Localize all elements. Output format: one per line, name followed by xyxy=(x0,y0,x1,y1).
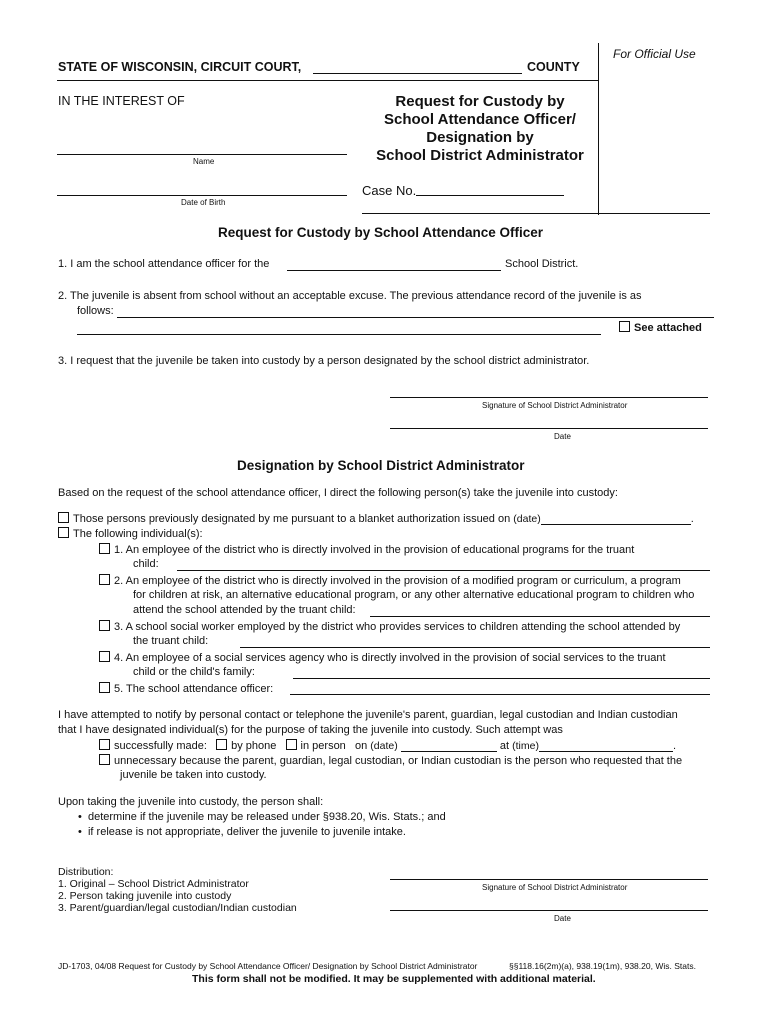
court-label: STATE OF WISCONSIN, CIRCUIT COURT, xyxy=(58,60,302,74)
previously-designated-checkbox[interactable] xyxy=(58,512,69,523)
sub-option-3-label: 3. A school social worker employed by the district who provides services to children attending the school attended by xyxy=(114,621,681,633)
item3-text: 3. I request that the juvenile be taken into custody by a person designated by the school district administrator. xyxy=(58,355,590,367)
item1-text: 1. I am the school attendance officer for the xyxy=(58,258,270,270)
see-attached-label: See attached xyxy=(634,322,702,334)
date-caption: Date xyxy=(554,432,571,441)
item2-text: 2. The juvenile is absent from school without an acceptable excuse. The previous attendance record of the juvenile is as xyxy=(58,290,642,302)
designation-intro: Based on the request of the school attendance officer, I direct the following person(s) take the juvenile into custody: xyxy=(58,487,618,499)
bullet-item xyxy=(78,826,406,838)
sub-option-5-checkbox[interactable] xyxy=(99,682,110,693)
distribution-label: Distribution: xyxy=(58,866,114,878)
juvenile-name-field[interactable] xyxy=(57,154,347,155)
county-name-field[interactable] xyxy=(313,73,522,74)
dob-field[interactable] xyxy=(57,195,347,196)
official-use-label: For Official Use xyxy=(613,47,696,61)
on-label: on xyxy=(354,740,368,752)
sub-option-1-cont: child: xyxy=(133,558,159,570)
interest-of-label: IN THE INTEREST OF xyxy=(58,94,185,108)
bullet-icon: • xyxy=(78,826,82,838)
school-district-field[interactable] xyxy=(287,270,501,271)
case-no-field[interactable] xyxy=(416,195,564,196)
sub-option-2[interactable] xyxy=(99,574,681,587)
sub-option-1-label: 1. An employee of the district who is directly involved in the provision of educational programs for the truant xyxy=(114,544,635,556)
final-signature-field[interactable] xyxy=(390,879,708,880)
form-title-line: Designation by xyxy=(426,129,534,146)
sub-option-3-cont: the truant child: xyxy=(133,635,209,647)
attendance-record-line[interactable] xyxy=(77,334,601,335)
sub-option-4-cont: child or the child's family: xyxy=(133,666,255,678)
date-hint: (date) xyxy=(513,513,541,525)
sub-option-4[interactable] xyxy=(99,651,666,664)
see-attached-checkbox[interactable] xyxy=(619,321,630,332)
option-previously-designated[interactable]: Those persons previously designated by me pursuant to a blanket authorization issued on (date) . xyxy=(58,512,694,525)
form-title-line: School District Administrator xyxy=(376,147,584,164)
footer-notice: This form shall not be modified. It may be supplemented with additional material. xyxy=(192,973,596,985)
unnecessary-cont: juvenile be taken into custody. xyxy=(120,769,267,781)
sub-option-3-checkbox[interactable] xyxy=(99,620,110,631)
bullet-icon: • xyxy=(78,811,82,823)
following-individuals-label: The following individual(s): xyxy=(73,528,203,540)
distribution-item: 3. Parent/guardian/legal custodian/Indian custodian xyxy=(58,902,297,914)
success-row: successfully made: by phone in person on (date) at (time) . xyxy=(99,739,676,752)
previously-designated-label: Those persons previously designated by me pursuant to a blanket authorization issued on xyxy=(73,513,511,525)
authorization-date-field[interactable] xyxy=(541,524,691,525)
statute-reference: §§118.16(2m)(a), 938.19(1m), 938.20, Wis. Stats. xyxy=(509,961,696,971)
header-divider xyxy=(57,80,598,81)
notify-date-field[interactable] xyxy=(401,751,497,752)
form-title xyxy=(362,93,598,165)
sub-option-4-label: 4. An employee of a social services agency who is directly involved in the provision of social services to the truant xyxy=(114,652,666,664)
bullet-text: determine if the juvenile may be released under §938.20, Wis. Stats.; and xyxy=(87,811,446,823)
item1-suffix: School District. xyxy=(505,258,579,270)
distribution-item: 2. Person taking juvenile into custody xyxy=(58,890,232,902)
dob-caption: Date of Birth xyxy=(181,198,226,207)
successfully-made-checkbox[interactable] xyxy=(99,739,110,750)
sub-option-5-field[interactable] xyxy=(290,694,710,695)
option-following-individuals[interactable] xyxy=(58,527,203,540)
caption-divider xyxy=(362,213,710,214)
unnecessary-row xyxy=(99,754,682,767)
final-date-field[interactable] xyxy=(390,910,708,911)
following-individuals-checkbox[interactable] xyxy=(58,527,69,538)
sub-option-3[interactable] xyxy=(99,620,680,633)
sub-option-5-label: 5. The school attendance officer: xyxy=(114,683,274,695)
see-attached-option[interactable] xyxy=(619,321,702,334)
sub-option-2-checkbox[interactable] xyxy=(99,574,110,585)
item2-follows: follows: xyxy=(77,305,114,317)
form-title-line: School Attendance Officer/ xyxy=(384,111,576,128)
sub-option-1-checkbox[interactable] xyxy=(99,543,110,554)
date-hint: (date) xyxy=(370,740,398,752)
form-title-line: Request for Custody by xyxy=(395,93,565,110)
upon-text: Upon taking the juvenile into custody, the person shall: xyxy=(58,796,324,808)
final-date-caption: Date xyxy=(554,914,571,923)
time-hint: (time) xyxy=(512,740,539,752)
notify-time-field[interactable] xyxy=(539,751,673,752)
notify-text: I have attempted to notify by personal contact or telephone the juvenile's parent, guardian, legal custodian and Indian custodian xyxy=(58,709,678,721)
unnecessary-label: unnecessary because the parent, guardian, legal custodian, or Indian custodian is the person who requested that the xyxy=(114,755,683,767)
in-person-label: in person xyxy=(300,740,346,752)
distribution-item: 1. Original – School District Administrator xyxy=(58,878,249,890)
successfully-made-label: successfully made: xyxy=(114,740,207,752)
sub-option-4-checkbox[interactable] xyxy=(99,651,110,662)
bullet-text: if release is not appropriate, deliver the juvenile to juvenile intake. xyxy=(87,826,406,838)
sub-option-2-cont: attend the school attended by the truant child: xyxy=(133,604,356,616)
case-no-label: Case No. xyxy=(362,183,417,198)
sub-option-1-field[interactable] xyxy=(177,570,710,571)
name-caption: Name xyxy=(193,157,215,166)
at-label: at xyxy=(499,740,510,752)
by-phone-label: by phone xyxy=(231,740,277,752)
sub-option-2-field[interactable] xyxy=(370,616,710,617)
sub-option-2-cont: for children at risk, an alternative educational program, or any other alternative educational program to children who xyxy=(133,589,695,601)
in-person-checkbox[interactable] xyxy=(286,739,297,750)
final-signature-caption: Signature of School District Administrator xyxy=(482,883,628,892)
sub-option-1[interactable] xyxy=(99,543,634,556)
designation-heading: Designation by School District Administrator xyxy=(237,458,525,473)
signature-field[interactable] xyxy=(390,397,708,398)
date-field[interactable] xyxy=(390,428,708,429)
official-use-box xyxy=(598,43,710,215)
notify-text: that I have designated individual(s) for the purpose of taking the juvenile into custody. Such attempt was xyxy=(58,724,563,736)
request-heading: Request for Custody by School Attendance Officer xyxy=(218,225,544,240)
by-phone-checkbox[interactable] xyxy=(216,739,227,750)
sub-option-2-label: 2. An employee of the district who is directly involved in the provision of a modified program or curriculum, a program xyxy=(114,575,681,587)
county-label: COUNTY xyxy=(527,60,580,74)
attendance-record-line[interactable] xyxy=(117,317,714,318)
unnecessary-checkbox[interactable] xyxy=(99,754,110,765)
form-id: JD-1703, 04/08 Request for Custody by School Attendance Officer/ Designation by School District Administrator xyxy=(58,961,478,971)
bullet-item xyxy=(78,811,446,823)
sub-option-4-field[interactable] xyxy=(293,678,710,679)
signature-caption: Signature of School District Administrator xyxy=(482,401,628,410)
sub-option-5[interactable] xyxy=(99,682,273,695)
sub-option-3-field[interactable] xyxy=(240,647,710,648)
